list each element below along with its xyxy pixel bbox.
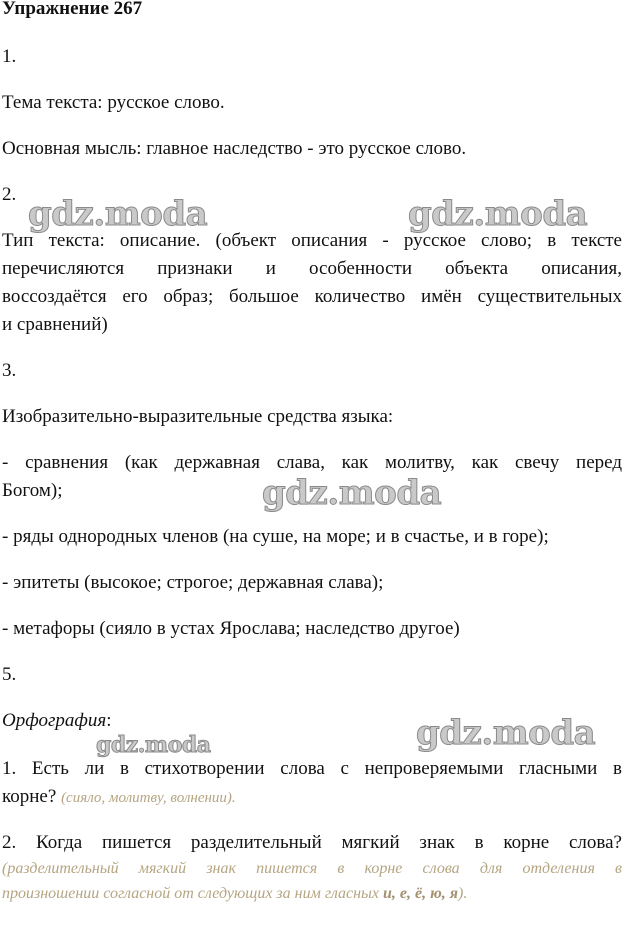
question-2: 2. Когда пишется разделительный мягкий знак в корне слова? — [2, 832, 622, 853]
section-2-number: 2. — [2, 184, 17, 205]
section-5-number: 5. — [2, 664, 17, 685]
comparisons-item: - сравнения (как державная слава, как молитву, как свечу перед — [2, 452, 622, 473]
text-type-line: воссоздаётся его образ; большое количество имён существительных — [2, 286, 622, 307]
text-type-line: Тип текста: описание. (объект описания - русское слово; в тексте — [2, 230, 622, 251]
section-1-number: 1. — [2, 46, 17, 67]
question-2-answer-text: произношении согласной от следующих за ним гласных — [2, 885, 383, 902]
text-type-line: перечисляются признаки и особенности объекта описания, — [2, 258, 622, 279]
orthography-label: Орфография — [2, 710, 107, 731]
question-1: 1. Есть ли в стихотворении слова с непроверяемыми гласными в — [2, 758, 622, 779]
expressive-means-heading: Изобразительно-выразительные средства языка: — [2, 406, 394, 427]
watermark-logo-small: gdz.moda — [96, 732, 211, 758]
watermark-logo: gdz.moda — [408, 194, 588, 234]
watermark-logo: gdz.moda — [28, 194, 208, 234]
question-2-answer-end: ). — [458, 885, 468, 902]
text-topic: Тема текста: русское слово. — [2, 92, 225, 113]
comparisons-item-continued: Богом); — [2, 480, 63, 501]
orthography-colon: : — [106, 710, 112, 731]
watermark-logo: gdz.moda — [416, 713, 596, 753]
question-2-answer: (разделительный мягкий знак пишется в корне слова для отделения в — [2, 860, 622, 877]
question-1-continued — [2, 784, 622, 811]
text-main-idea: Основная мысль: главное наследство - это русское слово. — [2, 138, 467, 159]
exercise-title: Упражнение 267 — [2, 0, 143, 19]
metaphors-item: - метафоры (сияло в устах Ярослава; наследство другое) — [2, 618, 460, 639]
question-1-answer: (сияло, молитву, волнении). — [61, 790, 236, 806]
question-1-end: корне? — [2, 786, 57, 807]
question-2-answer-continued — [2, 881, 622, 907]
section-3-number: 3. — [2, 360, 17, 381]
question-2-answer-vowels: и, е, ё, ю, я — [383, 885, 459, 902]
epithets-item: - эпитеты (высокое; строгое; державная слава); — [2, 572, 384, 593]
watermark-logo: gdz.moda — [262, 473, 442, 513]
text-type-line: и сравнений) — [2, 314, 108, 335]
homogeneous-members-item: - ряды однородных членов (на суше, на море; и в счастье, и в горе); — [2, 526, 549, 547]
